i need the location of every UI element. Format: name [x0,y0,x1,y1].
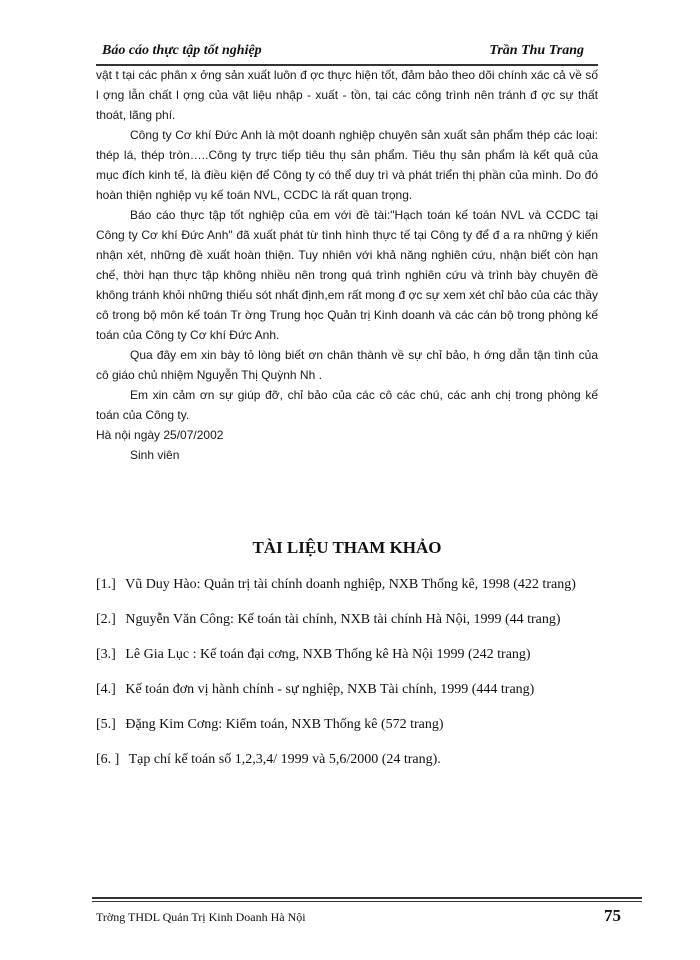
header-author-name: Trần Thu Trang [489,43,584,58]
paragraph-4: Qua đây em xin bày tỏ lòng biết ơn chân thành về sự chỉ bảo, h ớng dẫn tận tình của cô giáo chủ nhiệm Nguyễn Thị Quỳnh Nh . [96,348,598,382]
references-title: TÀI LIỆU THAM KHẢO [252,538,442,557]
running-header [96,40,598,66]
reference-text: Kế toán đơn vị hành chính - sự nghiệp, NXB Tài chính, 1999 (444 trang) [125,682,535,697]
reference-item [96,644,596,665]
reference-number: [2.] [96,612,116,627]
references-list [96,574,596,784]
reference-text: Lê Gia Lục : Kế toán đại cơng, NXB Thống kê Hà Nội 1999 (242 trang) [125,647,531,662]
reference-number: [6. ] [96,752,120,767]
body-text [96,65,598,465]
reference-number: [5.] [96,717,116,732]
header-report-title: Báo cáo thực tập tốt nghiệp [102,43,262,58]
reference-item [96,749,596,770]
paragraph-1: vật t tại các phân x ởng sản xuất luôn đ ợc thực hiện tốt, đảm bảo theo dõi chính xác cả về số l ợng lẫn chất l ợng của vật liệu nhập - xuất - tồn, tại các công trình nên tránh đ ợc sự thất thoát, lãng phí. [96,68,598,122]
paragraph-5: Em xin cảm ơn sự giúp đỡ, chỉ bảo của các cô các chú, các anh chị trong phòng kế toán của Công ty. [96,388,598,422]
reference-item [96,679,596,700]
reference-text: Vũ Duy Hào: Quản trị tài chính doanh nghiệp, NXB Thống kê, 1998 (422 trang) [125,577,576,592]
footer-school-name: Trờng THDL Quản Trị Kinh Doanh Hà Nội [96,910,306,924]
paragraph-2: Công ty Cơ khí Đức Anh là một doanh nghiệp chuyên sản xuất sản phẩm thép các loại: thép lá, thép tròn…..Công ty trực tiếp tiêu thụ sản phẩm. Tiêu thụ sản phẩm là kết quả của mục đích kinh tế, là điều kiện để Công ty có thể duy trì và phát triển thị phần của mình. Do đó hoàn thiện nghiệp vụ kế toán NVL, CCDC là rất quan trọng. [96,128,598,202]
date-line: Hà nội ngày 25/07/2002 [96,428,224,442]
paragraph-3: Báo cáo thực tập tốt nghiệp của em với đề tài:"Hạch toán kế toán NVL và CCDC tại Công ty Cơ khí Đức Anh" đã xuất phát từ tình hình thực tế tại Công ty để đ a ra những ý kiến nhận xét, những đề xuất hoàn thiện. Tuy nhiên với khả năng nghiên cứu, nhận biết còn hạn chế, thời hạn thực tập không nhiều nên trong quá trình nghiên cứu và trình bày chuyên đề không tránh khỏi những thiếu sót nhất định,em rất mong đ ợc sự xem xét chỉ bảo của các thầy cô trong bộ môn kế toán Tr ờng Trung học Quản trị Kinh doanh và các cán bộ trong phòng kế toán của Công ty Cơ khí Đức Anh. [96,208,598,342]
reference-number: [4.] [96,682,116,697]
signer-line: Sinh viên [130,448,180,462]
reference-text: Nguyễn Văn Công: Kế toán tài chính, NXB tài chính Hà Nội, 1999 (44 trang) [125,612,561,627]
footer-divider-thin [92,901,642,902]
footer-divider-thick [92,897,642,899]
reference-item [96,714,596,735]
reference-text: Tạp chí kế toán số 1,2,3,4/ 1999 và 5,6/2000 (24 trang). [128,752,441,767]
reference-item [96,574,596,595]
page-number: 75 [604,906,621,925]
reference-text: Đặng Kim Cơng: Kiểm toán, NXB Thống kê (572 trang) [125,717,444,732]
reference-item [96,609,596,630]
reference-number: [3.] [96,647,116,662]
reference-number: [1.] [96,577,116,592]
